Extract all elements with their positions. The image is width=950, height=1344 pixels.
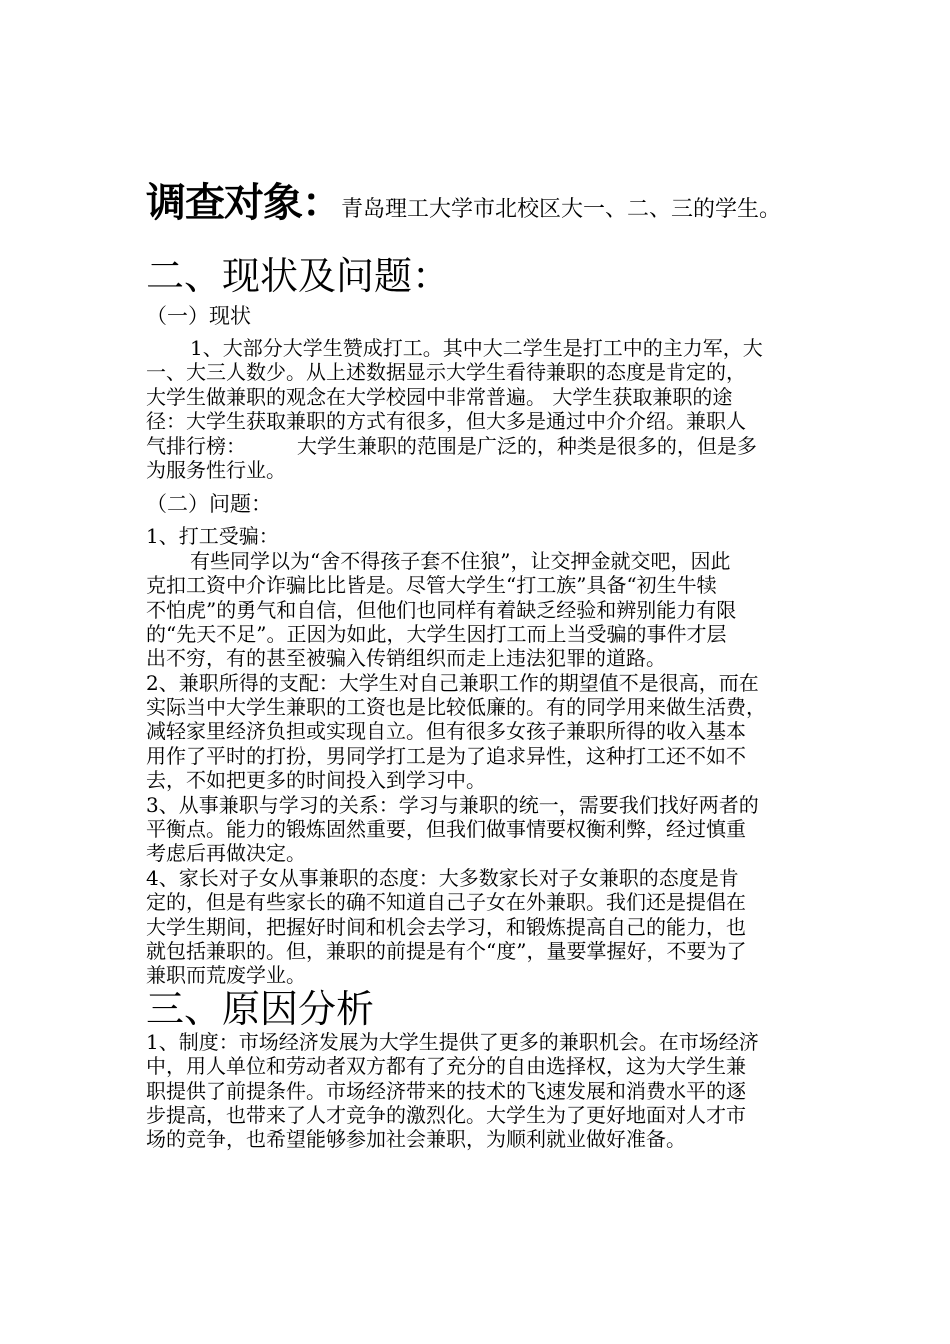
problem-1-title: 1、打工受骗： xyxy=(146,524,279,549)
survey-label: 调查对象： xyxy=(146,180,341,226)
text-line: 大学生做兼职的观念在大学校园中非常普遍。 大学生获取兼职的途 xyxy=(146,384,733,409)
text-line: 定的，但是有些家长的确不知道自己子女在外兼职。我们还是提倡在 xyxy=(146,890,746,915)
text-line: 就包括兼职的。但，兼职的前提是有个“度”，量要掌握好，不要为了 xyxy=(146,938,747,963)
text-line: 克扣工资中介诈骗比比皆是。尽管大学生“打工族”具备“初生牛犊 xyxy=(146,573,717,598)
text-line: 有些同学以为“舍不得孩子套不住狼”，让交押金就交吧，因此 xyxy=(190,548,731,573)
text-line: 兼职而荒废学业。 xyxy=(146,963,306,988)
text-line: 大学生期间，把握好时间和机会去学习，和锻炼提高自己的能力，也 xyxy=(146,914,746,939)
text-line: 场的竞争，也希望能够参加社会兼职，为顺利就业做好准备。 xyxy=(146,1127,686,1152)
text-line: 出不穷，有的甚至被骗入传销组织而走上违法犯罪的道路。 xyxy=(146,646,666,671)
status-heading: （一）现状 xyxy=(146,304,251,328)
text-line: 1、大部分大学生赞成打工。其中大二学生是打工中的主力军，大 xyxy=(190,336,763,360)
problems-heading: （二）问题： xyxy=(146,492,272,517)
text-line: 1、制度：市场经济发展为大学生提供了更多的兼职机会。在市场经济 xyxy=(146,1029,759,1054)
text-line: 职提供了前提条件。市场经济带来的技术的飞速发展和消费水平的逐 xyxy=(146,1078,746,1103)
section-2-title: 二、现状及问题： xyxy=(146,254,451,298)
text-line: 考虑后再做决定。 xyxy=(146,841,306,866)
text-line: 气排行榜： 大学生兼职的范围是广泛的，种类是很多的，但是多 xyxy=(146,433,757,458)
text-line: 去，不如把更多的时间投入到学习中。 xyxy=(146,768,486,793)
text-line: 实际当中大学生兼职的工资也是比较低廉的。有的同学用来做生活费， xyxy=(146,695,766,720)
status-paragraph xyxy=(146,336,812,482)
section-3-title: 三、原因分析 xyxy=(146,986,375,1031)
text-line: 一、大三人数少。从上述数据显示大学生看待兼职的态度是肯定的， xyxy=(146,360,746,385)
survey-text: 青岛理工大学市北校区大一、二、三的学生。 xyxy=(341,197,782,222)
text-line: 3、从事兼职与学习的关系：学习与兼职的统一，需要我们找好两者的 xyxy=(146,792,759,817)
text-line: 减轻家里经济负担或实现自立。但有很多女孩子兼职所得的收入基本 xyxy=(146,719,746,744)
text-line: 2、兼职所得的支配：大学生对自己兼职工作的期望值不是很高，而在 xyxy=(146,670,759,695)
text-line: 平衡点。能力的锻炼固然重要，但我们做事情要权衡利弊，经过慎重 xyxy=(146,817,746,842)
text-line: 径：大学生获取兼职的方式有很多，但大多是通过中介介绍。兼职人 xyxy=(146,409,746,434)
text-line: 的“先天不足”。正因为如此，大学生因打工而上当受骗的事件才层 xyxy=(146,621,727,646)
survey-subject xyxy=(146,178,812,228)
text-line: 4、家长对子女从事兼职的态度：大多数家长对子女兼职的态度是肯 xyxy=(146,865,739,890)
cause-paragraph xyxy=(146,1030,812,1152)
document-content xyxy=(146,178,812,1152)
text-line: 用作了平时的打扮，男同学打工是为了追求异性，这种打工还不如不 xyxy=(146,743,746,768)
text-line: 步提高，也带来了人才竞争的激烈化。大学生为了更好地面对人才市 xyxy=(146,1102,746,1127)
text-line: 为服务性行业。 xyxy=(146,457,286,482)
text-line: 中，用人单位和劳动者双方都有了充分的自由选择权，这为大学生兼 xyxy=(146,1054,746,1079)
problems-paragraph xyxy=(146,524,812,987)
text-line: 不怕虎”的勇气和自信，但他们也同样有着缺乏经验和辨别能力有限 xyxy=(146,597,737,622)
